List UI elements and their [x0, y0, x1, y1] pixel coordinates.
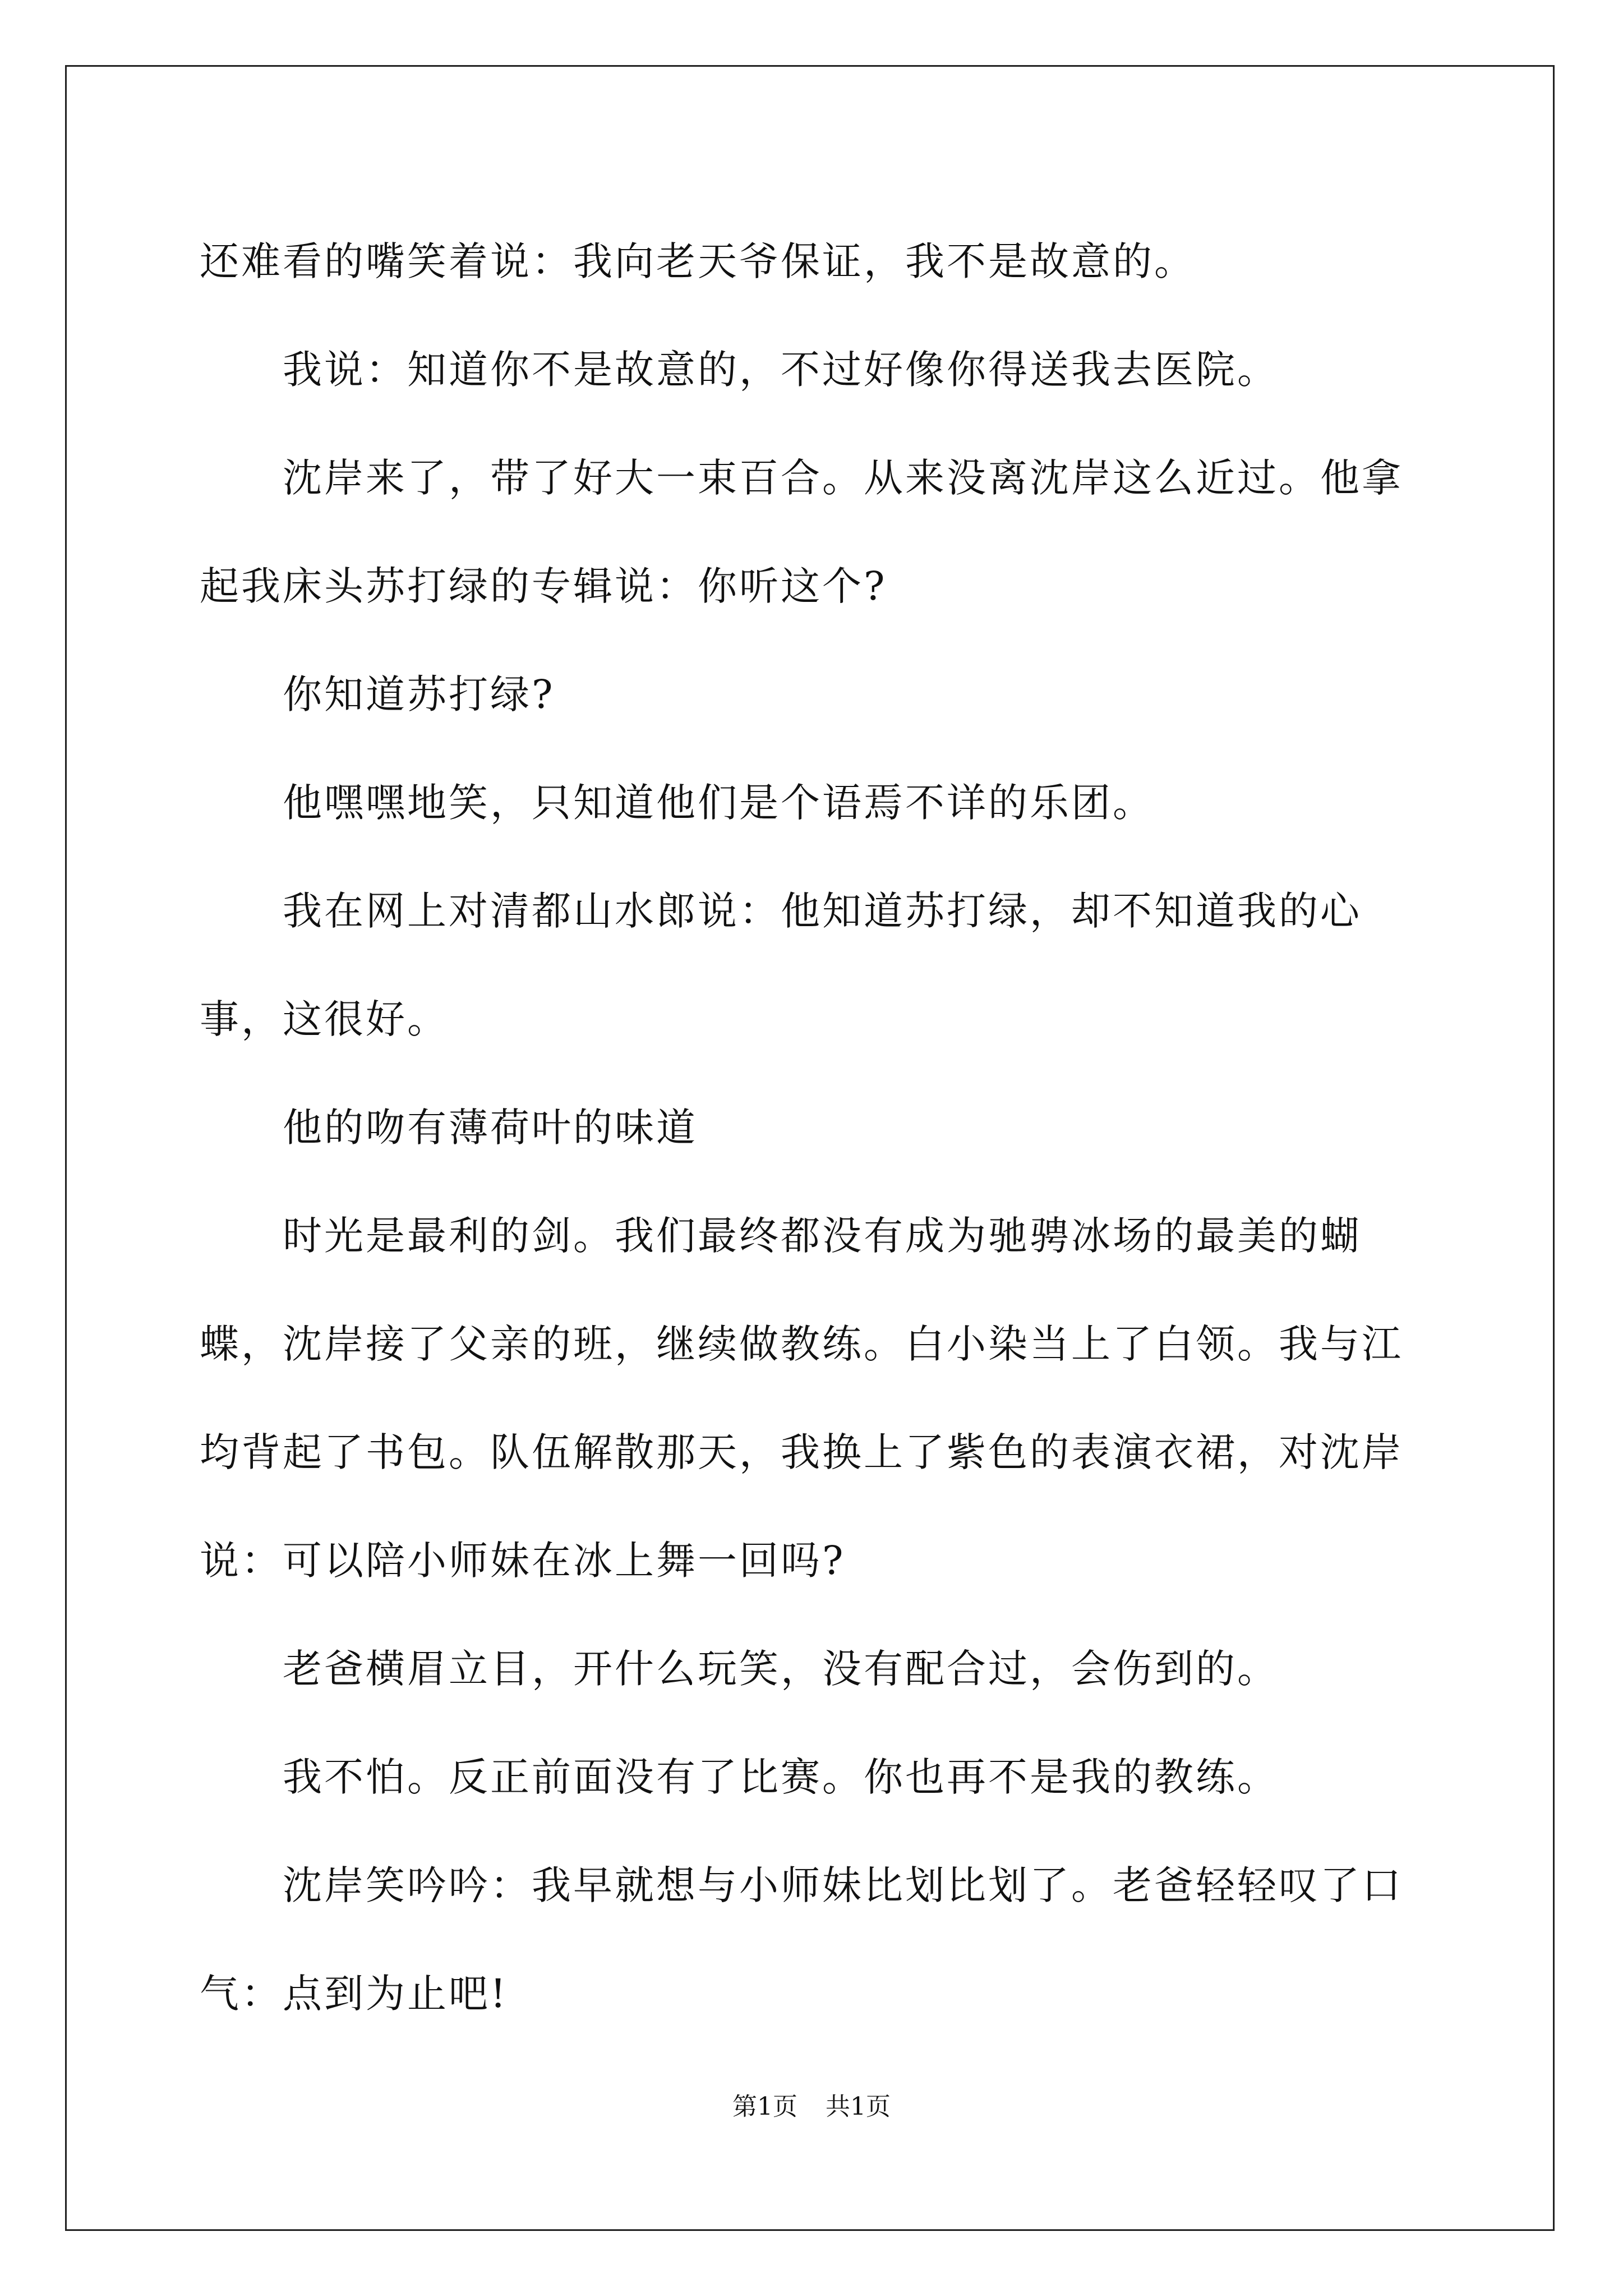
paragraph: 时光是最利的剑。我们最终都没有成为驰骋冰场的最美的蝴蝶，沈岸接了父亲的班，继续做教练。白小染当上了白领。我与江均背起了书包。队伍解散那天，我换上了紫色的表演衣裙，对沈岸说：可以陪小师妹在冰上舞一回吗?	[200, 1213, 1403, 1584]
page-footer	[0, 2090, 1623, 2124]
paragraph: 我在网上对清都山水郎说：他知道苏打绿，却不知道我的心事，这很好。	[200, 888, 1362, 1042]
document-body	[200, 208, 1433, 2048]
paragraph: 还难看的嘴笑着说：我向老天爷保证，我不是故意的。	[200, 238, 1196, 284]
paragraph: 我说：知道你不是故意的，不过好像你得送我去医院。	[283, 347, 1279, 393]
paragraph: 我不怕。反正前面没有了比赛。你也再不是我的教练。	[283, 1754, 1279, 1800]
paragraph: 老爸横眉立目，开什么玩笑，没有配合过，会伤到的。	[283, 1646, 1279, 1692]
paragraph: 你知道苏打绿?	[283, 671, 555, 717]
page-total: 共1页	[826, 2092, 891, 2121]
paragraph: 沈岸笑吟吟：我早就想与小师妹比划比划了。老爸轻轻叹了口气：点到为止吧!	[200, 1862, 1403, 2017]
paragraph: 他嘿嘿地笑，只知道他们是个语焉不详的乐团。	[283, 780, 1154, 826]
paragraph: 沈岸来了，带了好大一束百合。从来没离沈岸这么近过。他拿起我床头苏打绿的专辑说：你听这个?	[200, 455, 1403, 609]
page-number: 第1页	[732, 2092, 797, 2121]
paragraph: 他的吻有薄荷叶的味道	[283, 1105, 698, 1151]
